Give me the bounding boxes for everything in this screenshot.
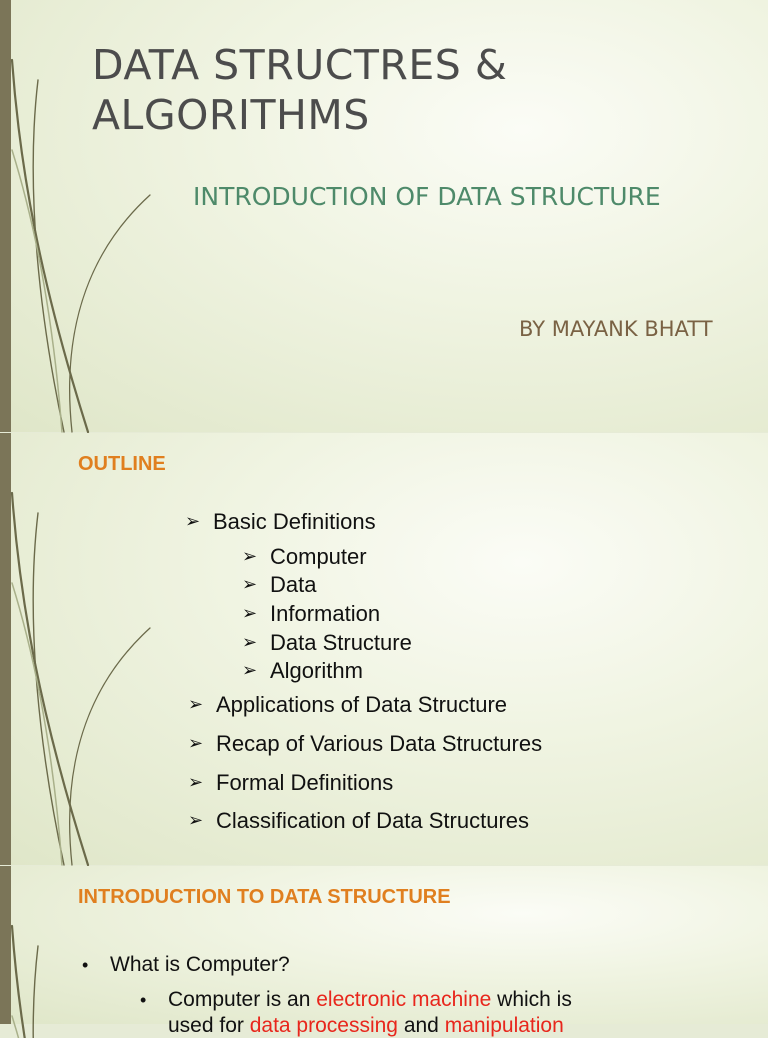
outline-subitem-algorithm (242, 658, 363, 684)
outline-item-label: Computer (270, 544, 367, 569)
introduction-slide (0, 866, 768, 1037)
bullet-dot-icon: • (82, 955, 89, 975)
outline-item-label: Recap of Various Data Structures (216, 731, 543, 756)
bullet-text-part-3: used for (168, 1014, 250, 1037)
presentation-subtitle: INTRODUCTION OF DATA STRUCTURE (193, 182, 661, 211)
intro-bullets (0, 866, 768, 1037)
highlight-manipulation: manipulation (444, 1014, 564, 1037)
bullet-text: What is Computer? (110, 953, 290, 976)
outline-subitem-data (242, 572, 316, 598)
bullet-dot-icon: • (140, 990, 147, 1010)
title-line-1: DATA STRUCTRES & (92, 41, 508, 89)
bullet-what-is-computer (82, 953, 290, 977)
outline-slide (0, 433, 768, 865)
arrow-bullet-icon: ➢ (242, 660, 258, 680)
outline-heading: OUTLINE (78, 453, 166, 475)
arrow-bullet-icon: ➢ (242, 603, 258, 623)
outline-item-label: Data (270, 572, 317, 597)
intro-heading: INTRODUCTION TO DATA STRUCTURE (78, 886, 451, 908)
highlight-data-processing: data processing (249, 1014, 398, 1037)
outline-subitem-computer (242, 544, 367, 570)
bullet-text-part-4: and (397, 1014, 445, 1037)
outline-item-basic-definitions (185, 509, 376, 535)
outline-item-label: Basic Definitions (213, 509, 376, 534)
outline-subitem-information (242, 601, 380, 627)
outline-item-applications (188, 692, 507, 718)
outline-item-label: Applications of Data Structure (216, 692, 508, 717)
bullet-text-part-1: Computer is an (168, 988, 317, 1011)
arrow-bullet-icon: ➢ (188, 733, 204, 753)
author-line: BY MAYANK BHATT (519, 317, 713, 341)
bullet-text-part-2: which is (491, 988, 572, 1011)
outline-item-formal-definitions (188, 770, 393, 796)
arrow-bullet-icon: ➢ (185, 511, 201, 531)
arrow-bullet-icon: ➢ (242, 574, 258, 594)
outline-item-label: Formal Definitions (216, 770, 394, 795)
arrow-bullet-icon: ➢ (242, 546, 258, 566)
outline-list (0, 433, 768, 865)
arrow-bullet-icon: ➢ (188, 694, 204, 714)
arrow-bullet-icon: ➢ (188, 772, 204, 792)
presentation-title (92, 40, 507, 140)
outline-item-recap (188, 731, 542, 757)
outline-item-label: Data Structure (270, 630, 412, 655)
title-line-2: ALGORITHMS (92, 91, 370, 139)
outline-item-label: Information (270, 601, 381, 626)
bullet-computer-definition (140, 988, 572, 1012)
arrow-bullet-icon: ➢ (242, 632, 258, 652)
arrow-bullet-icon: ➢ (188, 810, 204, 830)
bullet-computer-definition-continued (168, 1014, 564, 1038)
highlight-electronic-machine: electronic machine (316, 988, 492, 1011)
outline-subitem-data-structure (242, 630, 412, 656)
outline-item-label: Classification of Data Structures (216, 808, 530, 833)
outline-item-label: Algorithm (270, 658, 363, 683)
outline-item-classification (188, 808, 529, 834)
title-slide (0, 0, 768, 432)
